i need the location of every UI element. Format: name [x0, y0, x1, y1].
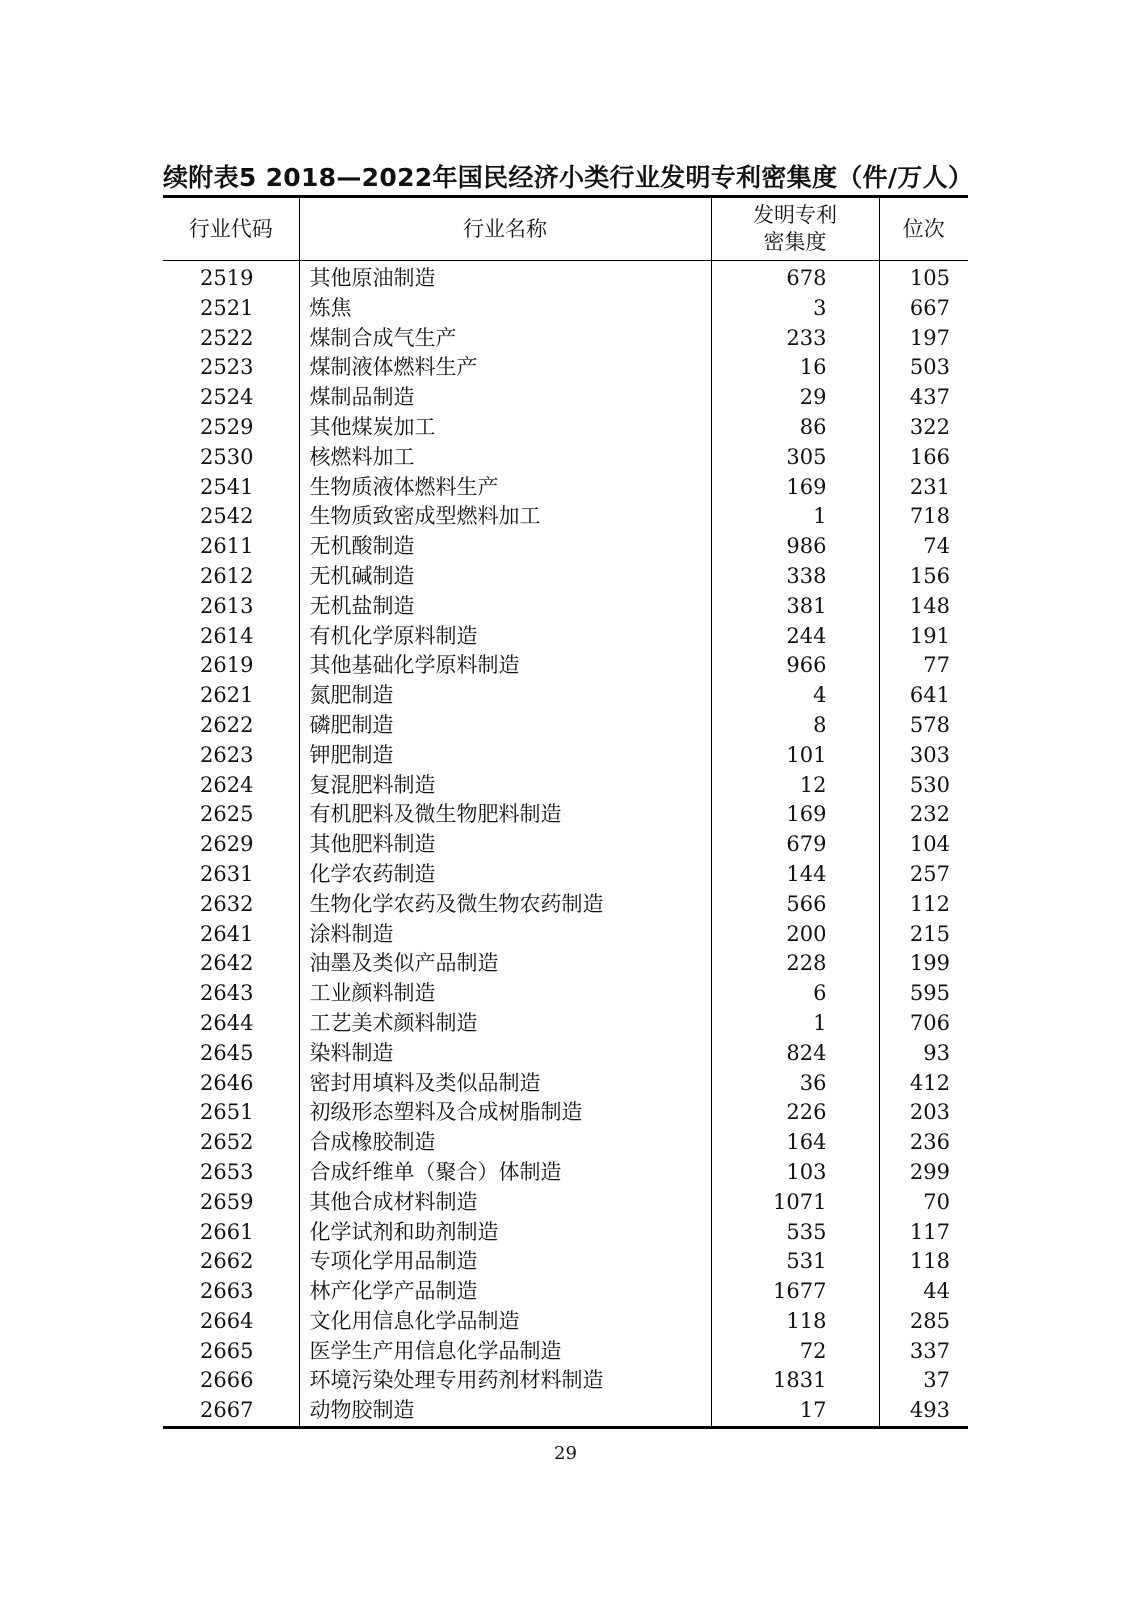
table-row: [163, 711, 968, 741]
table-row: [163, 1396, 968, 1427]
cell-code: 2645: [200, 1040, 254, 1065]
table-row: [163, 443, 968, 473]
cell-rank: 641: [879, 681, 968, 711]
cell-density: 86: [711, 413, 879, 443]
cell-density: 101: [711, 741, 879, 771]
cell-rank: 322: [879, 413, 968, 443]
cell-rank: 285: [879, 1307, 968, 1337]
cell-density: 305: [711, 443, 879, 473]
cell-rank: 70: [879, 1188, 968, 1218]
table-row: [163, 1098, 968, 1128]
cell-code: 2612: [200, 563, 254, 588]
cell-name: 工艺美术颜料制造: [299, 1009, 711, 1039]
cell-rank: 231: [879, 473, 968, 503]
cell-code: 2643: [200, 981, 254, 1006]
cell-rank: 112: [879, 890, 968, 920]
table-row: [163, 261, 968, 294]
cell-code: 2623: [200, 742, 254, 767]
cell-density: 144: [711, 860, 879, 890]
cell-density: 103: [711, 1158, 879, 1188]
header-name: 行业名称: [299, 197, 711, 261]
cell-rank: 77: [879, 651, 968, 681]
cell-density: 8: [711, 711, 879, 741]
header-rank: 位次: [879, 197, 968, 261]
cell-name: 无机酸制造: [299, 532, 711, 562]
cell-rank: 203: [879, 1098, 968, 1128]
cell-name: 化学试剂和助剂制造: [299, 1218, 711, 1248]
cell-rank: 503: [879, 353, 968, 383]
table-row: [163, 771, 968, 801]
cell-rank: 118: [879, 1247, 968, 1277]
cell-code: 2665: [200, 1338, 254, 1363]
cell-density: 381: [711, 592, 879, 622]
cell-rank: 117: [879, 1218, 968, 1248]
cell-density: 1831: [711, 1366, 879, 1396]
cell-rank: 93: [879, 1039, 968, 1069]
cell-code: 2621: [200, 683, 254, 708]
page-number: 29: [554, 1443, 577, 1464]
cell-density: 678: [711, 261, 879, 294]
table-row: [163, 1247, 968, 1277]
cell-code: 2666: [200, 1368, 254, 1393]
cell-code: 2653: [200, 1159, 254, 1184]
cell-rank: 337: [879, 1337, 968, 1367]
table-row: [163, 1128, 968, 1158]
table-row: [163, 383, 968, 413]
cell-density: 12: [711, 771, 879, 801]
cell-rank: 299: [879, 1158, 968, 1188]
cell-density: 1: [711, 502, 879, 532]
cell-code: 2614: [200, 623, 254, 648]
cell-code: 2652: [200, 1130, 254, 1155]
table-row: [163, 1218, 968, 1248]
table-row: [163, 979, 968, 1009]
cell-rank: 148: [879, 592, 968, 622]
cell-density: 535: [711, 1218, 879, 1248]
table-row: [163, 473, 968, 503]
cell-name: 其他煤炭加工: [299, 413, 711, 443]
cell-name: 油墨及类似产品制造: [299, 949, 711, 979]
table-row: [163, 1069, 968, 1099]
cell-name: 生物质液体燃料生产: [299, 473, 711, 503]
cell-rank: 44: [879, 1277, 968, 1307]
cell-rank: 257: [879, 860, 968, 890]
cell-code: 2646: [200, 1070, 254, 1095]
table-row: [163, 949, 968, 979]
cell-name: 无机盐制造: [299, 592, 711, 622]
header-density: [711, 197, 879, 261]
cell-name: 密封用填料及类似品制造: [299, 1069, 711, 1099]
cell-name: 复混肥料制造: [299, 771, 711, 801]
cell-rank: 437: [879, 383, 968, 413]
cell-name: 炼焦: [299, 294, 711, 324]
table-row: [163, 502, 968, 532]
cell-name: 涂料制造: [299, 920, 711, 950]
cell-code: 2530: [200, 444, 254, 469]
cell-rank: 166: [879, 443, 968, 473]
cell-density: 679: [711, 830, 879, 860]
cell-code: 2664: [200, 1308, 254, 1333]
cell-density: 4: [711, 681, 879, 711]
cell-code: 2619: [200, 653, 254, 678]
cell-rank: 197: [879, 324, 968, 354]
cell-rank: 493: [879, 1396, 968, 1427]
table-row: [163, 651, 968, 681]
table-row: [163, 413, 968, 443]
cell-name: 其他原油制造: [299, 261, 711, 294]
cell-rank: 104: [879, 830, 968, 860]
cell-name: 无机碱制造: [299, 562, 711, 592]
cell-name: 氮肥制造: [299, 681, 711, 711]
cell-name: 煤制合成气生产: [299, 324, 711, 354]
cell-code: 2625: [200, 802, 254, 827]
cell-rank: 530: [879, 771, 968, 801]
density-table: [163, 195, 968, 1429]
cell-rank: 236: [879, 1128, 968, 1158]
cell-name: 林产化学产品制造: [299, 1277, 711, 1307]
cell-rank: 412: [879, 1069, 968, 1099]
cell-code: 2611: [200, 534, 254, 559]
cell-code: 2622: [200, 712, 254, 737]
cell-density: 338: [711, 562, 879, 592]
cell-density: 1071: [711, 1188, 879, 1218]
cell-density: 36: [711, 1069, 879, 1099]
cell-rank: 156: [879, 562, 968, 592]
cell-density: 228: [711, 949, 879, 979]
cell-rank: 74: [879, 532, 968, 562]
cell-name: 有机肥料及微生物肥料制造: [299, 800, 711, 830]
cell-density: 226: [711, 1098, 879, 1128]
cell-rank: 667: [879, 294, 968, 324]
table-row: [163, 800, 968, 830]
table-row: [163, 562, 968, 592]
cell-name: 钾肥制造: [299, 741, 711, 771]
cell-density: 200: [711, 920, 879, 950]
cell-rank: 718: [879, 502, 968, 532]
cell-name: 合成纤维单（聚合）体制造: [299, 1158, 711, 1188]
cell-name: 核燃料加工: [299, 443, 711, 473]
cell-name: 煤制液体燃料生产: [299, 353, 711, 383]
cell-density: 29: [711, 383, 879, 413]
cell-density: 164: [711, 1128, 879, 1158]
cell-density: 566: [711, 890, 879, 920]
cell-code: 2519: [200, 266, 254, 290]
cell-name: 工业颜料制造: [299, 979, 711, 1009]
cell-density: 1677: [711, 1277, 879, 1307]
cell-code: 2524: [200, 385, 254, 410]
cell-density: 16: [711, 353, 879, 383]
cell-name: 磷肥制造: [299, 711, 711, 741]
table-row: [163, 1366, 968, 1396]
cell-name: 生物质致密成型燃料加工: [299, 502, 711, 532]
table-row: [163, 324, 968, 354]
cell-name: 其他肥料制造: [299, 830, 711, 860]
cell-density: 531: [711, 1247, 879, 1277]
table-row: [163, 741, 968, 771]
cell-rank: 595: [879, 979, 968, 1009]
cell-name: 文化用信息化学品制造: [299, 1307, 711, 1337]
table-row: [163, 920, 968, 950]
cell-name: 生物化学农药及微生物农药制造: [299, 890, 711, 920]
cell-name: 医学生产用信息化学品制造: [299, 1337, 711, 1367]
cell-density: 966: [711, 651, 879, 681]
cell-code: 2662: [200, 1249, 254, 1274]
cell-density: 169: [711, 800, 879, 830]
cell-name: 环境污染处理专用药剂材料制造: [299, 1366, 711, 1396]
table-row: [163, 890, 968, 920]
cell-code: 2629: [200, 832, 254, 857]
cell-name: 专项化学用品制造: [299, 1247, 711, 1277]
table-row: [163, 1337, 968, 1367]
cell-density: 3: [711, 294, 879, 324]
cell-code: 2541: [200, 474, 254, 499]
cell-code: 2651: [200, 1100, 254, 1125]
table-body: [163, 261, 968, 1428]
cell-name: 有机化学原料制造: [299, 622, 711, 652]
table-row: [163, 1277, 968, 1307]
cell-code: 2667: [200, 1398, 254, 1423]
cell-density: 244: [711, 622, 879, 652]
cell-name: 合成橡胶制造: [299, 1128, 711, 1158]
cell-density: 986: [711, 532, 879, 562]
cell-density: 1: [711, 1009, 879, 1039]
header-row: [163, 197, 968, 261]
cell-code: 2613: [200, 593, 254, 618]
cell-rank: 215: [879, 920, 968, 950]
cell-name: 染料制造: [299, 1039, 711, 1069]
cell-name: 动物胶制造: [299, 1396, 711, 1427]
table-row: [163, 1039, 968, 1069]
cell-density: 824: [711, 1039, 879, 1069]
cell-code: 2644: [200, 1010, 254, 1035]
cell-code: 2529: [200, 414, 254, 439]
cell-density: 6: [711, 979, 879, 1009]
cell-code: 2642: [200, 951, 254, 976]
table-row: [163, 1307, 968, 1337]
table-row: [163, 681, 968, 711]
cell-rank: 191: [879, 622, 968, 652]
cell-rank: 303: [879, 741, 968, 771]
cell-density: 169: [711, 473, 879, 503]
cell-rank: 199: [879, 949, 968, 979]
cell-density: 118: [711, 1307, 879, 1337]
cell-code: 2624: [200, 772, 254, 797]
cell-code: 2661: [200, 1219, 254, 1244]
table-row: [163, 1158, 968, 1188]
cell-code: 2641: [200, 921, 254, 946]
cell-code: 2521: [200, 295, 254, 320]
cell-code: 2663: [200, 1279, 254, 1304]
table-title: 续附表5 2018—2022年国民经济小类行业发明专利密集度（件/万人）: [163, 163, 974, 192]
cell-code: 2542: [200, 504, 254, 529]
table-row: [163, 294, 968, 324]
cell-code: 2659: [200, 1189, 254, 1214]
cell-rank: 105: [879, 261, 968, 294]
cell-name: 初级形态塑料及合成树脂制造: [299, 1098, 711, 1128]
table-row: [163, 1188, 968, 1218]
cell-code: 2631: [200, 861, 254, 886]
cell-rank: 706: [879, 1009, 968, 1039]
table-row: [163, 860, 968, 890]
table-row: [163, 532, 968, 562]
cell-density: 72: [711, 1337, 879, 1367]
cell-name: 其他基础化学原料制造: [299, 651, 711, 681]
cell-code: 2523: [200, 355, 254, 380]
cell-name: 化学农药制造: [299, 860, 711, 890]
header-density-label: 发明专利 密集度: [753, 203, 837, 254]
table-row: [163, 1009, 968, 1039]
cell-code: 2632: [200, 891, 254, 916]
cell-density: 233: [711, 324, 879, 354]
cell-rank: 578: [879, 711, 968, 741]
table-row: [163, 830, 968, 860]
cell-name: 其他合成材料制造: [299, 1188, 711, 1218]
cell-rank: 37: [879, 1366, 968, 1396]
table-row: [163, 353, 968, 383]
cell-name: 煤制品制造: [299, 383, 711, 413]
cell-rank: 232: [879, 800, 968, 830]
cell-density: 17: [711, 1396, 879, 1427]
table-row: [163, 622, 968, 652]
table-row: [163, 592, 968, 622]
header-code: 行业代码: [163, 197, 299, 261]
cell-code: 2522: [200, 325, 254, 350]
